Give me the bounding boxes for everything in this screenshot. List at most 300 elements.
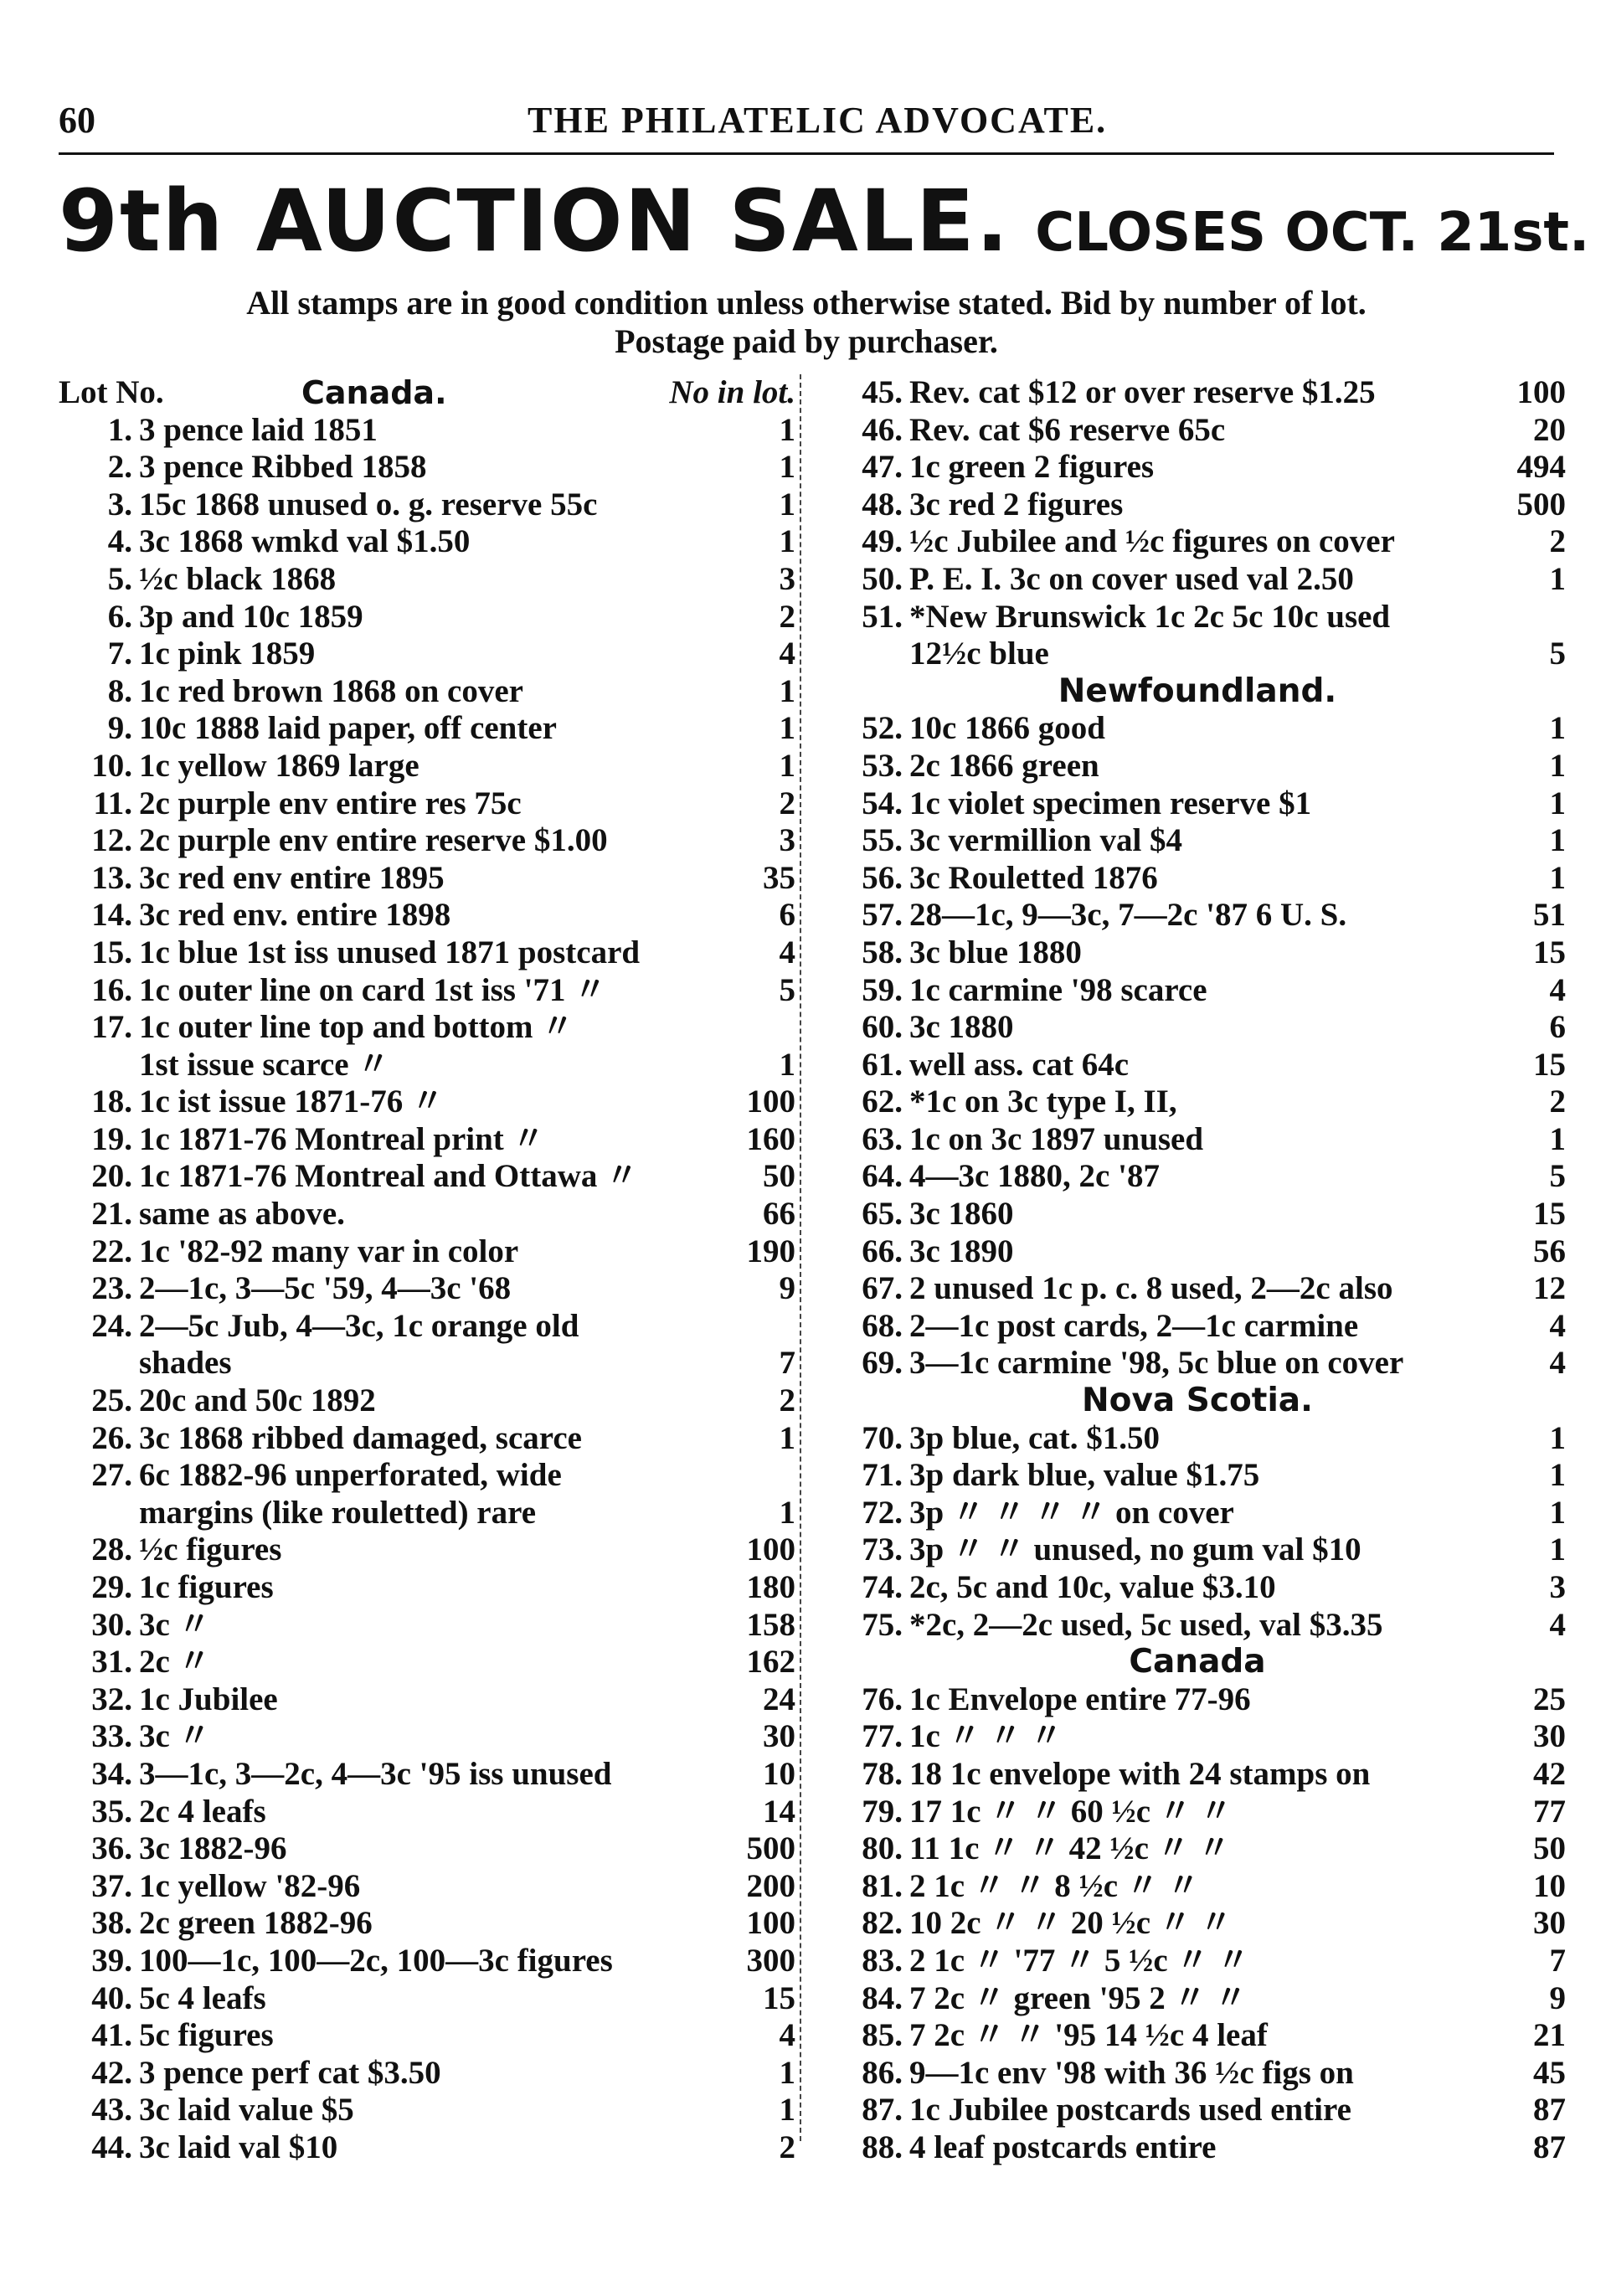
lot-quantity: 100 [1516,374,1566,410]
lot-number: 28. [91,1532,132,1568]
lot-quantity: 1 [779,747,795,784]
lot-description: 1c red brown 1868 on cover [139,672,523,709]
lot-row [59,1382,795,1420]
lot-row [59,1158,795,1196]
lot-number: 63. [862,1120,903,1157]
lot-row [59,2129,795,2167]
lot-number: 9. [107,710,132,747]
lot-quantity: 1 [779,2054,795,2091]
lot-description: 1c figures [139,1569,274,1605]
lot-description: 100—1c, 100—2c, 100—3c figures [139,1942,613,1979]
lot-description: 2 1c 〃 〃 8 ½c 〃 〃 [909,1867,1200,1904]
lot-row [59,412,795,450]
lot-number: 79. [862,1793,903,1830]
lot-row [829,1420,1566,1458]
lot-quantity: 1 [1549,1419,1566,1456]
lot-quantity: 1 [1549,785,1566,821]
lot-row [829,785,1566,823]
lot-row [59,1644,795,1681]
lot-description: ½c Jubilee and ½c figures on cover [909,523,1395,560]
lot-number: 75. [862,1606,903,1643]
lot-row [59,1718,795,1756]
lot-row [829,748,1566,785]
lot-description: 2 1c 〃 '77 〃 5 ½c 〃 〃 [909,1942,1250,1979]
lot-row [829,1457,1566,1495]
lot-number: 54. [862,785,903,821]
lot-description: 15c 1868 unused o. g. reserve 55c [139,486,598,523]
lot-quantity: 4 [1549,1307,1566,1344]
lot-description: 1c green 2 figures [909,449,1155,486]
lot-description: Rev. cat $12 or over reserve $1.25 [909,374,1376,410]
lot-quantity: 20 [1533,411,1566,448]
lot-quantity: 100 [746,1084,795,1120]
lot-row [59,1905,795,1943]
lot-description: 3c red env entire 1895 [139,859,445,896]
lot-row [59,822,795,860]
lot-quantity: 4 [1549,1345,1566,1382]
lot-number: 60. [862,1009,903,1046]
lot-quantity: 66 [763,1196,795,1233]
lot-number: 84. [862,1979,903,2016]
left-column [59,374,795,2167]
intro-line-2: Postage paid by purchaser. [615,322,998,360]
lot-quantity: 2 [779,1382,795,1419]
section-heading: Newfoundland. [1058,672,1337,710]
lot-quantity: 300 [746,1942,795,1979]
lot-row [59,1009,795,1047]
lot-row [59,1345,795,1382]
lot-quantity: 45 [1533,2054,1566,2091]
lot-row [829,1868,1566,1906]
lot-description: 2c purple env entire res 75c [139,785,522,821]
lot-description: 5c 4 leafs [139,1979,266,2016]
lot-quantity: 77 [1533,1793,1566,1830]
lot-description: 1c '82-92 many var in color [139,1233,519,1269]
lot-number: 85. [862,2017,903,2054]
lot-row [59,1794,795,1831]
lot-row [829,1158,1566,1196]
lot-description: *2c, 2—2c used, 5c used, val $3.35 [909,1606,1383,1643]
lot-description: 1c on 3c 1897 unused [909,1120,1204,1157]
lot-row [59,599,795,636]
lot-quantity: 1 [1549,1120,1566,1157]
lot-row [829,972,1566,1010]
lot-quantity: 1 [1549,1532,1566,1568]
lot-row [59,1270,795,1308]
lot-number: 14. [91,897,132,934]
lot-quantity: 50 [1533,1830,1566,1867]
lot-number: 67. [862,1270,903,1307]
lot-quantity: 500 [746,1830,795,1867]
lot-row [829,2129,1566,2167]
lot-number: 5. [107,560,132,597]
lot-quantity: 1 [779,486,795,523]
lot-number: 11. [93,785,132,821]
lot-row [829,1308,1566,1346]
lot-no-label: Lot No. [59,374,164,410]
lot-number: 44. [91,2129,132,2165]
lot-number: 43. [91,2092,132,2129]
lot-row [829,412,1566,450]
lot-row [829,1794,1566,1831]
lot-row [829,1681,1566,1719]
lot-number: 10. [91,747,132,784]
lot-row [829,1607,1566,1645]
lot-number: 42. [91,2054,132,2091]
lot-number: 68. [862,1307,903,1344]
lot-row [59,2017,795,2055]
lot-description: same as above. [139,1196,345,1233]
lot-row [59,1980,795,2018]
lot-row [829,2055,1566,2093]
lot-row [829,1233,1566,1271]
lot-quantity: 3 [1549,1569,1566,1605]
lot-description: *1c on 3c type I, II, [909,1084,1177,1120]
lot-number: 3. [107,486,132,523]
lot-quantity: 6 [1549,1009,1566,1046]
lot-description: 3p dark blue, value $1.75 [909,1457,1260,1494]
lot-number: 83. [862,1942,903,1979]
lot-quantity: 180 [746,1569,795,1605]
lot-description: 7 2c 〃 green '95 2 〃 〃 [909,1979,1248,2016]
lot-description: 3p 〃 〃 〃 〃 on cover [909,1494,1234,1531]
lot-description: 7 2c 〃 〃 '95 14 ½c 4 leaf [909,2017,1268,2054]
lot-quantity: 500 [1516,486,1566,523]
lot-row [59,748,795,785]
lot-description: 17 1c 〃 〃 60 ½c 〃 〃 [909,1793,1233,1830]
lot-number: 8. [107,672,132,709]
lot-quantity: 1 [1549,1494,1566,1531]
lot-quantity: 87 [1533,2129,1566,2165]
lot-number: 27. [91,1457,132,1494]
lot-description: 2—1c, 3—5c '59, 4—3c '68 [139,1270,512,1307]
lot-row [59,897,795,934]
headline-main: 9th AUCTION SALE. [59,172,1011,271]
lot-description: 20c and 50c 1892 [139,1382,376,1419]
lot-quantity: 1 [779,672,795,709]
lot-description: 1c carmine '98 scarce [909,971,1207,1008]
lot-description: 3c 1868 wmkd val $1.50 [139,523,471,560]
lot-description: 4—3c 1880, 2c '87 [909,1158,1160,1195]
lot-description: 10 2c 〃 〃 20 ½c 〃 〃 [909,1905,1233,1942]
lot-number: 22. [91,1233,132,1269]
lot-row [829,636,1566,673]
lot-row [59,1868,795,1906]
lot-number: 16. [91,971,132,1008]
lot-description: 3—1c, 3—2c, 4—3c '95 iss unused [139,1755,612,1792]
lot-number: 57. [862,897,903,934]
header-rule [59,152,1554,155]
lot-description: 2c 〃 [139,1644,211,1681]
lot-description: 3c laid value $5 [139,2092,354,2129]
right-column [829,374,1566,2167]
lot-row [59,1607,795,1645]
lot-row [829,1047,1566,1084]
lot-quantity: 2 [1549,1084,1566,1120]
lot-quantity: 4 [1549,1606,1566,1643]
lot-quantity: 100 [746,1532,795,1568]
lot-quantity: 1 [1549,747,1566,784]
lot-quantity: 5 [1549,636,1566,672]
lot-number: 39. [91,1942,132,1979]
lot-row [829,1345,1566,1382]
lot-number: 46. [862,411,903,448]
lot-row [59,561,795,599]
lot-description: 10c 1888 laid paper, off center [139,710,557,747]
headline-closing-date: CLOSES OCT. 21st. [1035,202,1590,264]
lot-description: 3c laid val $10 [139,2129,338,2165]
lot-quantity: 30 [1533,1718,1566,1755]
lot-description: 1c 〃 〃 〃 [909,1718,1063,1755]
lot-quantity: 15 [1533,1196,1566,1233]
lot-number: 62. [862,1084,903,1120]
lot-row [829,449,1566,486]
lot-description: 6c 1882-96 unperforated, wide [139,1457,562,1494]
lot-description: 18 1c envelope with 24 stamps on [909,1755,1371,1792]
lot-description: well ass. cat 64c [909,1046,1130,1083]
lot-row [829,1270,1566,1308]
lot-description: 3c 1860 [909,1196,1014,1233]
section-heading-canada: Canada. [301,374,447,411]
lot-number: 78. [862,1755,903,1792]
lot-number: 18. [91,1084,132,1120]
lot-description: 2c, 5c and 10c, value $3.10 [909,1569,1276,1605]
lot-row [829,1905,1566,1943]
lot-description: ½c black 1868 [139,560,337,597]
lot-description: 3p and 10c 1859 [139,598,363,635]
lot-description: 3c 〃 [139,1718,211,1755]
lot-number: 29. [91,1569,132,1605]
lot-description: 1c ist issue 1871-76 〃 [139,1084,444,1120]
lot-description: 2—1c post cards, 2—1c carmine [909,1307,1359,1344]
lot-description: 3c 〃 [139,1606,211,1643]
lot-description: 2c 4 leafs [139,1793,266,1830]
lot-row [59,1084,795,1121]
lot-quantity: 10 [1533,1867,1566,1904]
lot-row [59,1233,795,1271]
lot-description: 1c violet specimen reserve $1 [909,785,1312,821]
lot-row [59,673,795,711]
lot-quantity: 87 [1533,2092,1566,2129]
lot-quantity: 4 [1549,971,1566,1008]
lot-description: 1st issue scarce 〃 [139,1046,390,1083]
lot-quantity: 1 [1549,560,1566,597]
lot-quantity: 4 [779,636,795,672]
lot-description: 3c 1882-96 [139,1830,287,1867]
lot-row [59,934,795,972]
lot-number: 25. [91,1382,132,1419]
lot-row [829,1495,1566,1532]
lot-number: 65. [862,1196,903,1233]
section-heading: Canada [1129,1643,1266,1681]
lot-number: 48. [862,486,903,523]
lot-row [59,1495,795,1532]
lot-number: 35. [91,1793,132,1830]
lot-description: margins (like rouletted) rare [139,1494,537,1531]
lot-number: 40. [91,1979,132,2016]
lot-description: 3 pence perf cat $3.50 [139,2054,441,2091]
lot-description: 2c purple env entire reserve $1.00 [139,822,608,859]
lot-quantity: 1 [1549,859,1566,896]
lot-quantity: 21 [1533,2017,1566,2054]
lot-row [829,1121,1566,1159]
lot-quantity: 4 [779,2017,795,2054]
lot-quantity: 1 [779,523,795,560]
journal-title: THE PHILATELIC ADVOCATE. [528,100,1108,141]
lot-quantity: 15 [1533,934,1566,970]
lot-quantity: 1 [779,449,795,486]
lot-row [829,1084,1566,1121]
lot-row [59,1457,795,1495]
lot-quantity: 12 [1533,1270,1566,1307]
lot-quantity: 9 [1549,1979,1566,2016]
lot-quantity: 50 [763,1158,795,1195]
lot-quantity: 30 [763,1718,795,1755]
lot-number: 24. [91,1307,132,1344]
lot-row [59,1420,795,1458]
lot-description: 28—1c, 9—3c, 7—2c '87 6 U. S. [909,897,1347,934]
lot-number: 34. [91,1755,132,1792]
lot-description: 5c figures [139,2017,274,2054]
lot-row [59,1121,795,1159]
lot-quantity: 4 [779,934,795,970]
lot-row [59,1308,795,1346]
lot-description: 1c yellow 1869 large [139,747,419,784]
lot-quantity: 14 [763,1793,795,1830]
lot-quantity: 35 [763,859,795,896]
section-heading: Nova Scotia. [1082,1382,1313,1420]
lot-row [829,523,1566,561]
lot-quantity: 5 [779,971,795,1008]
lot-description: P. E. I. 3c on cover used val 2.50 [909,560,1354,597]
lot-description: 1c pink 1859 [139,636,316,672]
lot-description: 3c 1868 ribbed damaged, scarce [139,1419,582,1456]
lot-row [59,1681,795,1719]
lot-quantity: 494 [1516,449,1566,486]
lot-row [829,2017,1566,2055]
column-header [59,374,795,412]
lot-row [829,897,1566,934]
lot-quantity: 200 [746,1867,795,1904]
lot-quantity: 1 [779,411,795,448]
lot-description: 2c 1866 green [909,747,1099,784]
lot-row [59,785,795,823]
lot-description: 2c green 1882-96 [139,1905,373,1942]
lot-row [59,449,795,486]
lot-quantity: 1 [779,2092,795,2129]
page-number: 60 [59,100,95,141]
lot-row [829,1532,1566,1569]
lot-description: 3c 1890 [909,1233,1014,1269]
lot-quantity: 51 [1533,897,1566,934]
lot-number: 77. [862,1718,903,1755]
lot-quantity: 190 [746,1233,795,1269]
lot-quantity: 1 [1549,710,1566,747]
lot-number: 37. [91,1867,132,1904]
lot-description: 2—5c Jub, 4—3c, 1c orange old [139,1307,579,1344]
lot-quantity: 7 [779,1345,795,1382]
lot-description: 9—1c env '98 with 36 ½c figs on [909,2054,1354,2091]
lot-number: 86. [862,2054,903,2091]
lot-number: 47. [862,449,903,486]
lot-quantity: 100 [746,1905,795,1942]
lot-number: 87. [862,2092,903,2129]
lot-row [59,710,795,748]
lot-number: 30. [91,1606,132,1643]
lot-row [59,1047,795,1084]
lot-number: 4. [107,523,132,560]
lot-quantity: 42 [1533,1755,1566,1792]
lot-number: 53. [862,747,903,784]
lot-number: 12. [91,822,132,859]
lot-description: 3p blue, cat. $1.50 [909,1419,1161,1456]
lot-description: 4 leaf postcards entire [909,2129,1217,2165]
lot-quantity: 10 [763,1755,795,1792]
lot-quantity: 3 [779,822,795,859]
no-in-lot-label: No in lot. [669,374,795,410]
lot-description: *New Brunswick 1c 2c 5c 10c used [909,598,1391,635]
lot-row [829,1009,1566,1047]
lot-description: ½c figures [139,1532,282,1568]
lot-description: 1c outer line top and bottom 〃 [139,1009,574,1046]
lot-number: 33. [91,1718,132,1755]
lot-number: 52. [862,710,903,747]
lot-number: 21. [91,1196,132,1233]
lot-number: 26. [91,1419,132,1456]
lot-row [59,636,795,673]
lot-quantity: 25 [1533,1681,1566,1717]
lot-row [829,374,1566,412]
lot-number: 73. [862,1532,903,1568]
lot-quantity: 9 [779,1270,795,1307]
lot-number: 50. [862,560,903,597]
lot-row [59,1943,795,1980]
lot-description: 2 unused 1c p. c. 8 used, 2—2c also [909,1270,1393,1307]
lot-row [829,1718,1566,1756]
lot-number: 61. [862,1046,903,1083]
lot-row [59,972,795,1010]
lot-number: 41. [91,2017,132,2054]
lot-description: 3—1c carmine '98, 5c blue on cover [909,1345,1404,1382]
lot-row [829,1196,1566,1233]
lot-number: 66. [862,1233,903,1269]
lot-number: 56. [862,859,903,896]
lot-number: 23. [91,1270,132,1307]
lot-description: shades [139,1345,232,1382]
lot-row [59,2092,795,2129]
lot-number: 49. [862,523,903,560]
intro-line-1: All stamps are in good condition unless otherwise stated. Bid by number of lot. [246,284,1367,322]
lot-number: 6. [107,598,132,635]
lot-quantity: 160 [746,1120,795,1157]
lot-quantity: 1 [779,1419,795,1456]
running-head [59,99,1554,149]
lot-description: 3 pence laid 1851 [139,411,378,448]
lot-quantity: 5 [1549,1158,1566,1195]
auction-headline [59,172,1590,281]
lot-row [829,1756,1566,1794]
lot-row [829,1830,1566,1868]
lot-number: 13. [91,859,132,896]
lot-number: 31. [91,1644,132,1681]
lot-description: 1c Jubilee postcards used entire [909,2092,1351,2129]
lot-quantity: 162 [746,1644,795,1681]
lot-number: 2. [107,449,132,486]
lot-quantity: 56 [1533,1233,1566,1269]
lot-row [829,1569,1566,1607]
lot-description: 1c blue 1st iss unused 1871 postcard [139,934,641,970]
lot-quantity: 1 [1549,1457,1566,1494]
